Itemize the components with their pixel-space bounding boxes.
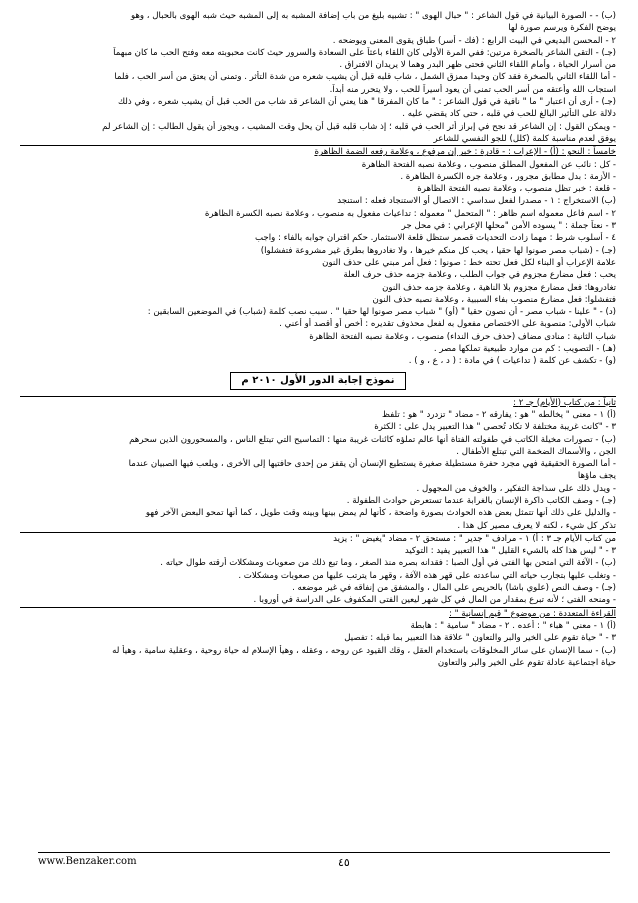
text-line: (جـ) - أرى أن اعتبار " ما " نافية في قول الشاعر : " ما كان المفرقا " هنا يعني أن الشاعر قد شاب من الحب قبل أن يشيب شعره ، وفي ذلك bbox=[117, 97, 616, 108]
section-heading: القراءة المتعددة : من موضوع " قيم إنسانية " : bbox=[449, 608, 616, 619]
text-line: (هـ) - التصويب : كم من موارد طبيعية تملكها مصر . bbox=[433, 344, 616, 355]
text-line: - كل : نائب عن المفعول المطلق منصوب ، وعلامة نصبه الفتحة الظاهرة bbox=[361, 159, 616, 170]
text-line: - وتغلب عليها بتجارب حياته التي ساعدته على قهر هذه الآفة ، وقهر ما يترتب عليها من صعوبات ومشكلات . bbox=[238, 570, 616, 581]
text-line: (د) - " علينا - شباب مصر - أن نصون حقيا " (أو) " شباب مصر صونوا لها حقيا " . سبب نصب كلمة (شباب) في الموضعين السابقين : bbox=[147, 307, 616, 318]
section-grammar bbox=[20, 145, 616, 367]
section-rhetoric bbox=[20, 10, 616, 145]
text-line: (ب) - - الصورة البيانية في قول الشاعر : " حبال الهوى " : تشبيه بليغ من باب إضافة المشبه به إلى المشبه حيث شبه الهوى بالحبال ، وهو bbox=[130, 11, 616, 21]
text-line: (أ) ١ - معنى " يخالطه " هو : يفارقه ٢ - مضاد " تزدرد " هو : تلفظ bbox=[381, 409, 616, 420]
text-line: - أما اللقاء الثاني بالصخرة فقد كان وحيدا ممزق الشمل ، شاب قلبه قبل أن يشيب شعره من شدة التأثر . وتمنى أن يعتق من أسر الحب ، فلما bbox=[114, 72, 616, 83]
text-line: - ويمكن القول : إن الشاعر قد نجح في إبراز أثر الحب في قلبه ؛ إذ شاب قلبه قبل أن يحل وقت المشيب ، ويجوز أن يقول الطالب : إن الشاعر لم bbox=[102, 121, 616, 132]
text-line: - ويدل ذلك على سذاجة التفكير ، والخوف من المجهول . bbox=[416, 483, 616, 494]
page-content bbox=[20, 10, 616, 669]
text-line: شباب الأولى: منصوبة على الاختصاص مفعول به لفعل محذوف تقديره : أخص أو أقصد أو أعني . bbox=[279, 319, 616, 330]
text-line: يجف ماؤها bbox=[577, 471, 616, 482]
text-line: (و) - تكشف عن كلمة ( تداعيات ) في مادة : ( د ، ع ، و ) . bbox=[408, 356, 616, 367]
text-line: شباب الثانية : منادى مضاف (حذف حرف النداء) منصوب ، وعلامة نصبه الفتحة الظاهرة bbox=[309, 331, 616, 342]
text-line: يوفق لعدم مناسبة كلمة (كلل) للجو النفسي للشاعر bbox=[433, 133, 616, 144]
text-line: (ب) - سما الإنسان على سائر المخلوقات باستخدام العقل ، وقك القيود عن روحه ، وعقله ، وهيأ الإسلام له حياة روحية ، وعقلية سامية ، وهيأ له bbox=[112, 645, 616, 656]
text-line: تذكر كل شيء ، لكنه لا يعرف مصير كل هذا . bbox=[457, 520, 616, 531]
text-line: ٢ - المحسن البديعي في البيت الرابع : (فك - أسر) طباق يقوى المعنى ويوضحه . bbox=[332, 35, 616, 46]
section-heading: من كتاب الأيام جـ ٣ : أ) ١ - مرادف " جدير " : مستحق ٢ - مضاد "يغيض " : يزيد bbox=[333, 533, 616, 544]
text-line: (جـ) - وصف النص (علوي باشا) بالحريص على المال ، والمشفق من إنفاقه في غير موضعه . bbox=[292, 583, 616, 594]
text-line: (أ) ١ - معنى " هباء " : أعده . ٢ - مضاد " سامية " : هابطة bbox=[410, 620, 616, 631]
text-line: - أما الصورة الحقيقية فهي مجرد حفرة مستطيلة صغيرة يستطيع الإنسان أن يقفز من إحدى حافتيها إلى الأخرى ، ويلعب فيها الصبيان عندما bbox=[128, 459, 616, 470]
text-line: (جـ) - التقى الشاعر بالصخرة مرتين: ففي المرة الأولى كان اللقاء باعثاً على السعادة والسرور حيث كانت محبوبته معه وفتح الحب ما كان مبهماً bbox=[113, 47, 616, 58]
text-line: حياة اجتماعية عادلة تقوم على الخير والبر والتعاون bbox=[437, 657, 616, 668]
text-line: ٣ - نعتاً جملة : " يسوده الأمن "محلها الإعرابي : في محل جر bbox=[401, 221, 616, 232]
text-line: - والدليل على ذلك أنها تتمثل بعض هذه الحوادث بصورة واضحة ، كأنها لم يمض بينها وبينه وقت طويل ، كما أنها تمحو البعض الآخر فهو bbox=[145, 508, 616, 519]
exam-banner: نموذج إجابة الدور الأول ٢٠١٠ م bbox=[230, 372, 405, 390]
page-number: ٤٥ bbox=[338, 856, 350, 869]
text-line: دلالة على التأثير البالغ للحب في قلبه ، حتى كاد يقضي عليه . bbox=[402, 109, 616, 120]
text-line: ٣ - "كانت غريبة مختلفة لا تكاد تُحصى " هذا التعبير يدل على : الكثرة bbox=[374, 422, 616, 433]
section-ayyam-3 bbox=[20, 532, 616, 607]
text-line: - ومنحه الفتى ؛ لأنه تبرع بمقدار من المال في كل شهر ليعين الفتى المكفوف على الدراسة في أوروبا . bbox=[253, 595, 616, 606]
text-line: فتفشلوا: فعل مضارع منصوب بفاء السببية ، وعلامة نصبه حذف النون bbox=[372, 294, 616, 305]
text-line: - قلعة : خبر تظل منصوب ، وعلامة نصبه الفتحة الظاهرة bbox=[417, 184, 616, 195]
text-line: يوضح الفكرة ويرسم صورة لها bbox=[508, 23, 616, 34]
text-line: - الأزمة : بدل مطابق مجرور ، وعلامة جره الكسرة الظاهرة . bbox=[400, 171, 616, 182]
page-footer bbox=[38, 852, 610, 868]
text-line: ٣ - " حياة تقوم على الخير والبر والتعاون " علاقة هذا التعبير بما قبله : تفصيل bbox=[344, 633, 616, 644]
section-ayyam-2 bbox=[20, 396, 616, 532]
exam-banner-wrapper bbox=[20, 372, 616, 392]
text-line: الجن ، والأسماك الضخمة التي تبتلع الأطفال . bbox=[456, 446, 616, 457]
website-link[interactable]: www.Benzaker.com bbox=[38, 856, 137, 867]
text-line: من أسرار الحياة ، وأمام اللقاء الثاني فحتى ظهر البدر وهما لا يريدان الافتراق . bbox=[339, 60, 616, 71]
section-reading bbox=[20, 607, 616, 669]
section-heading: خامساً : النحو : (أ) - الإعراب : - قادرة : خبر إن مرفوع ، وعلامة رفعه الضمة الظاهرة bbox=[314, 147, 616, 158]
text-line: (ب) - الآفة التي امتحن بها الفتى في أول الصبا : فقدانه بصره منذ الصغر ، وما تبع ذلك من صعوبات ومشكلات أرقته طوال حياته . bbox=[160, 558, 616, 569]
text-line: (ب) الاستخراج : ١ - مصدرا لفعل سداسي : الاتصال أو الاستنجاد فعله : استنجد bbox=[337, 196, 616, 207]
text-line: ٣ - " ليس هذا كله بالشيء القليل " هذا التعبير يفيد : التوكيد bbox=[404, 546, 616, 557]
text-line: تغادروها: فعل مضارع مجزوم بلا الناهية ، وعلامة جزمه حذف النون bbox=[382, 282, 616, 293]
text-line: ٢ - اسم فاعل معموله اسم ظاهر : " المتحمل " معموله : تداعيات مفعول به منصوب ، وعلامة نصبه الكسرة الظاهرة bbox=[204, 208, 616, 219]
text-line: علامة الإعراب أو البناء لكل فعل تحته خط : صونوا : فعل أمر مبني على حذف النون bbox=[322, 257, 616, 268]
text-line: (جـ) - (شباب مصر صونوا لها حقيا ، يحب كل منكم خيرها ، ولا تغادروها بطرق غير مشروعة فتفشلوا) bbox=[260, 245, 616, 256]
text-line: (جـ) - وصف الكاتب ذاكرة الإنسان بالغرابة عندما تستعرض حوادث الطفولة . bbox=[346, 495, 616, 506]
section-heading: ثانياً : من كتاب (الأيام) جـ ٢ : bbox=[513, 397, 616, 408]
footer-divider bbox=[38, 852, 610, 853]
text-line: (ب) - تصورات مخيلة الكاتب في طفولته الفتاة أنها عالم تملؤه كائنات غريبة منها : التماسيح التي تبتلع الناس ، والمسحورون الذين سحرهم bbox=[129, 434, 616, 445]
text-line: ٤ - أسلوب شرط : مهما زادت التحديات قصمر ستظل قلعة الاستثمار. حكم اقتران جوابه بالفاء : واجب bbox=[254, 233, 616, 244]
text-line: يحب : فعل مضارع مجزوم في جواب الطلب ، وعلامة جزمه حذف حرف العلة bbox=[343, 270, 616, 281]
text-line: استجاب الله وأعتقه من أسر الحب تمنى أن يعود أسيراً للحب ، ولا يتحرر منه أبداً. bbox=[329, 84, 616, 95]
